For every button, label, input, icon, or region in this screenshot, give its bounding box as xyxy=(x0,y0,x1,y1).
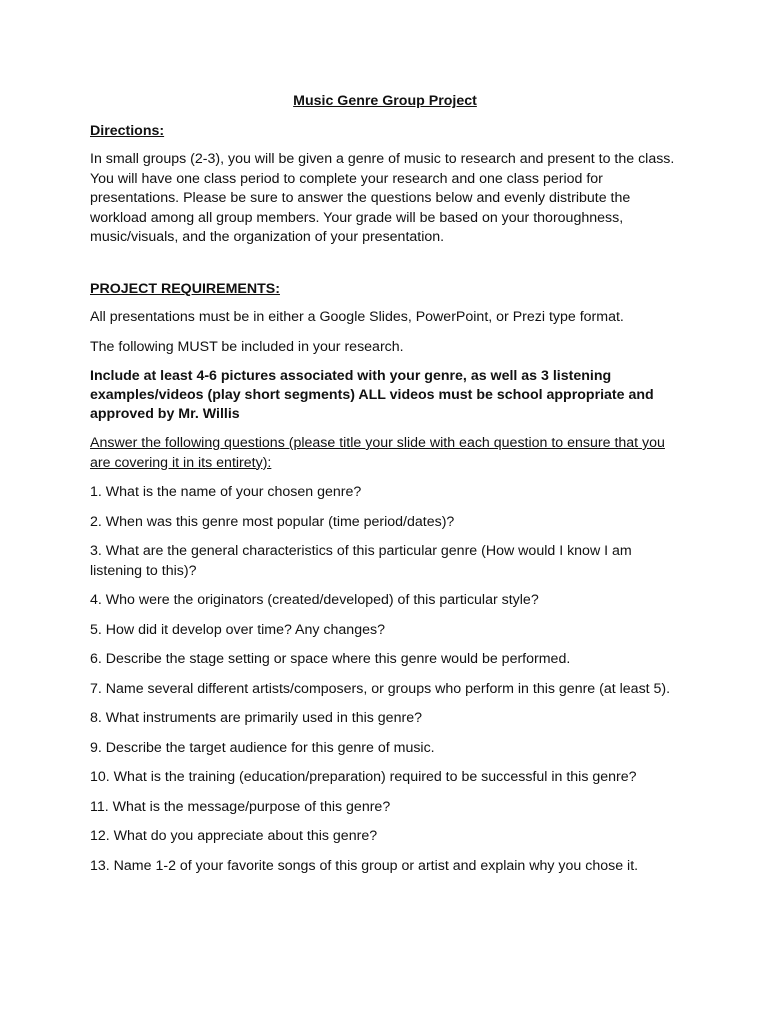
question-item: 12. What do you appreciate about this genre? xyxy=(90,828,378,844)
question-item: 5. How did it develop over time? Any changes? xyxy=(90,621,385,638)
bold-requirement: Include at least 4-6 pictures associated with your genre, as well as 3 listening examples/videos (play short segments) ALL videos must be school appropriate and approved by Mr. Willis xyxy=(90,368,654,422)
document-content xyxy=(90,92,680,886)
question-item: 2. When was this genre most popular (time period/dates)? xyxy=(90,513,455,530)
question-item: 7. Name several different artists/composers, or groups who perform in this genre (at least 5). xyxy=(90,680,671,697)
question-item: 13. Name 1-2 of your favorite songs of this group or artist and explain why you chose it. xyxy=(90,857,639,874)
question-item: 3. What are the general characteristics of this particular genre (How would I know I am listening to this)? xyxy=(90,543,632,579)
question-item: 1. What is the name of your chosen genre? xyxy=(90,484,362,500)
question-item: 4. Who were the originators (created/developed) of this particular style? xyxy=(90,592,539,608)
question-item: 11. What is the message/purpose of this genre? xyxy=(90,798,391,815)
questions-intro: Answer the following questions (please title your slide with each question to ensure that you are covering it in its entirety): xyxy=(90,435,665,471)
question-item: 8. What instruments are primarily used in this genre? xyxy=(90,710,422,726)
directions-text: In small groups (2-3), you will be given a genre of music to research and present to the class. You will have one class period to complete your research and one class period for presentations. Please be sure to answer the questions below and evenly distribute the workload among all group members. Your grade will be based on your thoroughness, music/visuals, and the organization of your presentation. xyxy=(90,151,675,245)
document-title: Music Genre Group Project xyxy=(293,93,477,109)
format-text: All presentations must be in either a Google Slides, PowerPoint, or Prezi type format. xyxy=(90,309,624,325)
question-item: 6. Describe the stage setting or space where this genre would be performed. xyxy=(90,651,571,667)
question-item: 10. What is the training (education/preparation) required to be successful in this genre? xyxy=(90,769,637,785)
question-item: 9. Describe the target audience for this genre of music. xyxy=(90,739,435,756)
directions-heading: Directions: xyxy=(90,122,165,139)
requirements-heading: PROJECT REQUIREMENTS: xyxy=(90,280,280,297)
questions-list xyxy=(90,483,680,876)
must-include-text: The following MUST be included in your research. xyxy=(90,338,404,355)
